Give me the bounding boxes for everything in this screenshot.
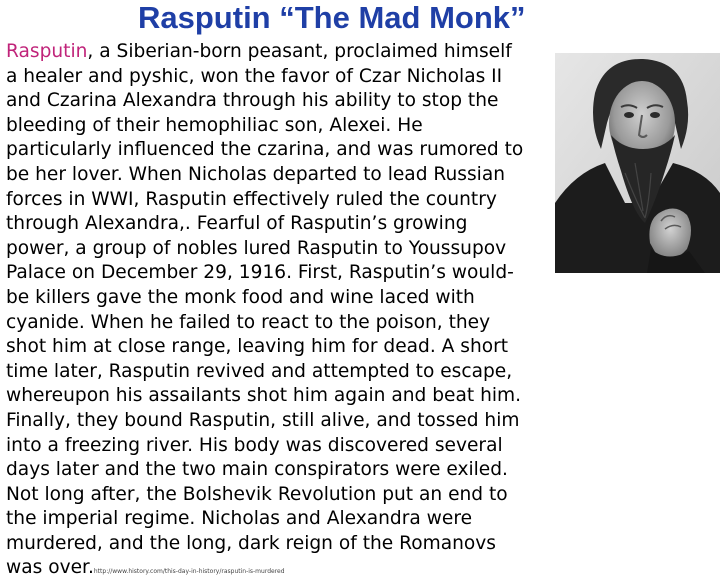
- text-line: was over.http://www.history.com/this-day-in-history/rasputin-is-murdered: [6, 557, 285, 579]
- text-line: Rasputin, a Siberian-born peasant, proclaimed himself: [6, 41, 512, 62]
- text-line: whereupon his assailants shot him again and beat him.: [6, 385, 522, 407]
- source-citation: http://www.history.com/this-day-in-history/rasputin-is-murdered: [93, 568, 285, 576]
- name-highlight: Rasputin: [6, 41, 88, 62]
- slide-title: Rasputin “The Mad Monk”: [138, 0, 526, 35]
- text-line: cyanide. When he failed to react to the poison, they: [6, 311, 491, 333]
- text-line: the imperial regime. Nicholas and Alexandra were: [6, 508, 473, 530]
- body-paragraph: [6, 40, 554, 581]
- text-line: Finally, they bound Rasputin, still alive, and tossed him: [6, 409, 520, 431]
- text-line: time later, Rasputin revived and attempted to escape,: [6, 360, 513, 382]
- text-line: days later and the two main conspirators were exiled.: [6, 459, 508, 481]
- text-line: bleeding of their hemophiliac son, Alexei. He: [6, 114, 423, 136]
- text-line: through Alexandra,. Fearful of Rasputin’s growing: [6, 213, 468, 235]
- text-line: be killers gave the monk food and wine laced with: [6, 286, 475, 308]
- text-line: power, a group of nobles lured Rasputin to Youssupov: [6, 237, 507, 259]
- text-line: forces in WWI, Rasputin effectively ruled the country: [6, 188, 497, 210]
- text-line: shot him at close range, leaving him for dead. A short: [6, 336, 509, 358]
- text-line: particularly influenced the czarina, and was rumored to: [6, 139, 524, 161]
- text-line: and Czarina Alexandra through his ability to stop the: [6, 90, 499, 112]
- text-line: Palace on December 29, 1916. First, Rasputin’s would-: [6, 262, 514, 284]
- text-line: a healer and pyshic, won the favor of Czar Nicholas II: [6, 65, 503, 87]
- rasputin-portrait: [555, 53, 720, 273]
- text-line: murdered, and the long, dark reign of the Romanovs: [6, 532, 496, 554]
- text-line: be her lover. When Nicholas departed to lead Russian: [6, 163, 505, 185]
- text-line: Not long after, the Bolshevik Revolution put an end to: [6, 483, 508, 505]
- text-line: into a freezing river. His body was discovered several: [6, 434, 503, 456]
